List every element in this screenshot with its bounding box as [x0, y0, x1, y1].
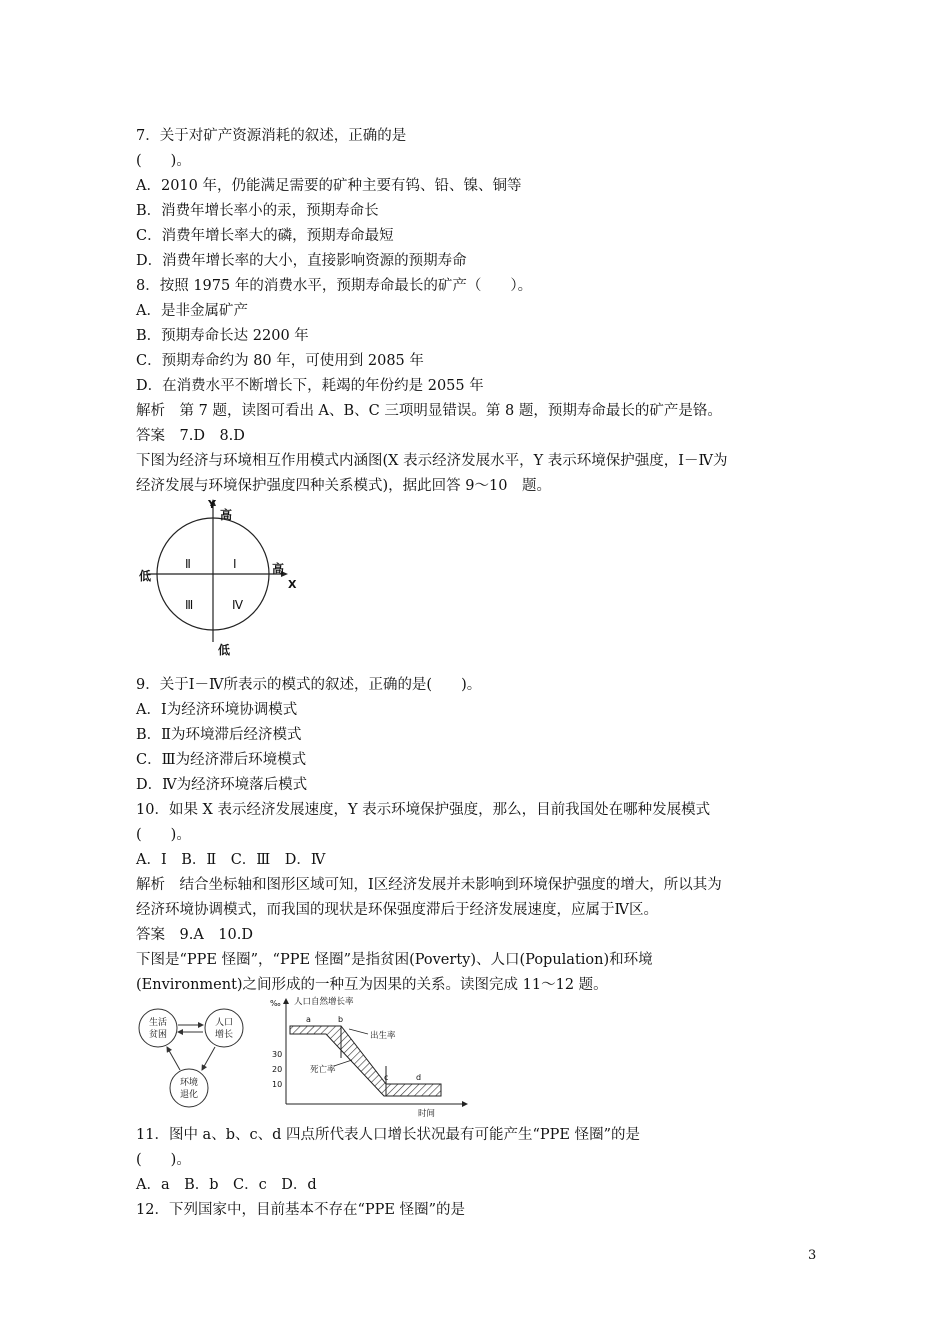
quadrant-2-label: Ⅱ — [185, 557, 191, 571]
population-node — [205, 1009, 243, 1047]
analysis-9-10-line2: 经济环境协调模式，而我国的现状是环保强度滞后于经济发展速度，应属于Ⅳ区。 — [136, 902, 658, 918]
q10-blank: ( )。 — [136, 827, 191, 843]
q7-stem: 7．关于对矿产资源消耗的叙述，正确的是 — [136, 128, 407, 144]
q8-option-c: C．预期寿命约为 80 年，可使用到 2085 年 — [136, 353, 424, 369]
population-growth-chart — [270, 996, 468, 1118]
x-axis-label: X — [288, 578, 297, 591]
x-high-label: 高 — [272, 562, 285, 576]
q8-option-b: B．预期寿命长达 2200 年 — [136, 328, 309, 344]
chart-y-unit: ‰ — [270, 999, 281, 1008]
point-c-label: c — [384, 1073, 389, 1082]
q8-option-d: D．在消费水平不断增长下，耗竭的年份约是 2055 年 — [136, 378, 484, 394]
q10-stem: 10．如果 X 表示经济发展速度，Y 表示环境保护强度，那么，目前我国处在哪种发展模式 — [136, 802, 711, 818]
birth-rate-leader — [349, 1029, 368, 1034]
intro-11-12-line1: 下图是“PPE 怪圈”，“PPE 怪圈”是指贫困(Poverty)、人口(Population)和环境 — [136, 952, 653, 968]
y-axis-label: Y — [208, 498, 216, 511]
page-number: 3 — [808, 1248, 817, 1263]
y-high-label: 高 — [220, 508, 233, 522]
environment-label-2: 退化 — [179, 1090, 199, 1100]
population-label-2: 增长 — [214, 1030, 234, 1040]
q7-option-d: D．消费年增长率的大小，直接影响资源的预期寿命 — [136, 253, 467, 269]
q9-option-a: A．Ⅰ为经济环境协调模式 — [136, 702, 298, 718]
analysis-7-8: 解析 第 7 题，读图可看出 A、B、C 三项明显错误。第 8 题，预期寿命最长的矿产是铬。 — [136, 403, 722, 419]
chart-y-arrow — [283, 998, 289, 1004]
poverty-node — [139, 1009, 177, 1047]
y-low-label: 低 — [218, 643, 231, 657]
natural-growth-area — [290, 1026, 441, 1096]
q8-option-a: A．是非金属矿产 — [136, 303, 248, 319]
intro-9-10-line1: 下图为经济与环境相互作用模式内涵图(X 表示经济发展水平，Y 表示环境保护强度，Ⅰ－Ⅳ为 — [136, 453, 728, 469]
q9-option-c: C．Ⅲ为经济滞后环境模式 — [136, 752, 307, 768]
q7-option-b: B．消费年增长率小的汞，预期寿命长 — [136, 203, 379, 219]
poverty-label-1: 生活 — [148, 1018, 168, 1028]
ppe-figure — [134, 994, 474, 1118]
quadrant-3-label: Ⅲ — [185, 598, 194, 612]
population-label-1: 人口 — [214, 1018, 234, 1028]
answer-9-10: 答案 9.A 10.D — [136, 927, 253, 943]
point-d-label: d — [416, 1073, 422, 1082]
chart-x-label: 时间 — [418, 1109, 436, 1118]
q10-options: A．Ⅰ B．Ⅱ C．Ⅲ D．Ⅳ — [136, 852, 326, 868]
q7-blank: ( )。 — [136, 153, 191, 169]
birth-rate-label: 出生率 — [370, 1031, 396, 1041]
population-to-environment-arrow — [202, 1047, 215, 1070]
q11-stem: 11．图中 a、b、c、d 四点所代表人口增长状况最有可能产生“PPE 怪圈”的是 — [136, 1127, 641, 1143]
poverty-label-2: 贫困 — [148, 1030, 168, 1040]
q7-option-c: C．消费年增长率大的磷，预期寿命最短 — [136, 228, 394, 244]
q12-stem: 12．下列国家中，目前基本不存在“PPE 怪圈”的是 — [136, 1202, 465, 1218]
death-rate-leader — [334, 1060, 352, 1066]
intro-9-10-line2: 经济发展与环境保护强度四种关系模式)，据此回答 9～10 题。 — [136, 478, 551, 494]
point-a-label: a — [306, 1015, 311, 1024]
analysis-9-10-line1: 解析 结合坐标轴和图形区域可知，Ⅰ区经济发展并未影响到环境保护强度的增大，所以其为 — [136, 877, 722, 893]
q9-stem: 9．关于Ⅰ－Ⅳ所表示的模式的叙述，正确的是( )。 — [136, 677, 482, 693]
quadrant-4-label: Ⅳ — [232, 598, 244, 612]
ytick-10: 10 — [272, 1080, 283, 1089]
economy-environment-diagram — [136, 496, 306, 662]
q9-option-b: B．Ⅱ为环境滞后经济模式 — [136, 727, 302, 743]
q9-option-d: D．Ⅳ为经济环境落后模式 — [136, 777, 308, 793]
q11-options: A．a B．b C．c D．d — [136, 1177, 317, 1193]
q8-stem: 8．按照 1975 年的消费水平，预期寿命最长的矿产（ ）。 — [136, 278, 533, 294]
intro-11-12-line2: (Environment)之间形成的一种互为因果的关系。读图完成 11～12 题。 — [136, 977, 608, 993]
q7-option-a: A．2010 年，仍能满足需要的矿种主要有钨、铅、镍、铜等 — [136, 178, 522, 194]
x-low-label: 低 — [139, 569, 152, 583]
point-b-label: b — [338, 1015, 344, 1024]
q11-blank: ( )。 — [136, 1152, 191, 1168]
chart-x-arrow — [462, 1101, 468, 1107]
death-rate-label: 死亡率 — [310, 1065, 336, 1075]
chart-y-label: 人口自然增长率 — [294, 997, 354, 1007]
ytick-30: 30 — [272, 1050, 283, 1059]
ytick-20: 20 — [272, 1065, 283, 1074]
environment-node — [170, 1069, 208, 1107]
environment-to-poverty-arrow — [167, 1047, 180, 1070]
ppe-cycle-diagram — [139, 1009, 243, 1107]
quadrant-1-label: Ⅰ — [233, 557, 237, 571]
environment-label-1: 环境 — [179, 1078, 199, 1088]
answer-7-8: 答案 7.D 8.D — [136, 428, 245, 444]
